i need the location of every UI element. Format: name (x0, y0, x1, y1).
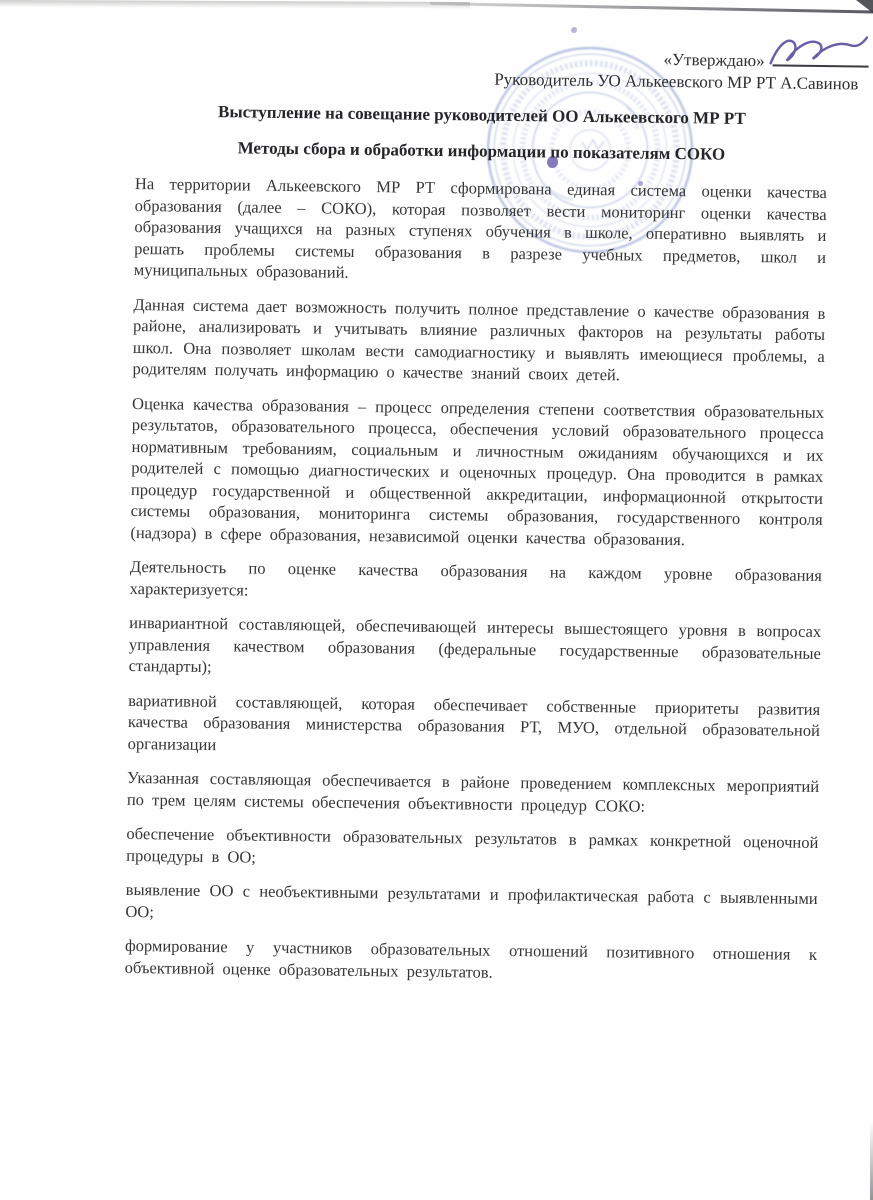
document-title: Выступление на совещание руководителей ОО Алькеевского МР РТ (217, 102, 746, 128)
paragraph: Указанная составляющая обеспечивается в районе проведением комплексных мероприятий по трем целям системы обеспечения объективности процедур СОКО: (126, 767, 820, 816)
document-content (124, 30, 859, 1000)
paragraph: обеспечение объективности образовательных результатов в рамках конкретной оценочной процедуры в ОО; (126, 823, 819, 867)
approver-signature-icon (773, 56, 869, 67)
paragraph: выявление ОО с необъективными результатами и профилактическая работа с выявленными ОО; (125, 879, 818, 921)
paragraph: Деятельность по оценке качества образования на каждом уровне образования характеризуется: (129, 556, 823, 600)
approve-label: «Утверждаю» (663, 49, 765, 71)
scan-edge-smudge (0, 0, 470, 9)
ink-dot (571, 27, 577, 33)
paragraph: Оценка качества образования – процесс определения степени соответствия образовательных результатов, образовательного процесса, обеспечения условий образовательного процесса нормативным требованиям, социальным и личностным ожиданиям обучающихся и их родителей с помощью диагностических и оценочных процедур. Она проводится в рамках процедур государственной и общественной аккредитации, информационной открытости системы образования, мониторинга системы образования, государственного контроля (надзора) в сфере образования, независимой оценки качества образования. (130, 393, 825, 549)
scan-edge-line (430, 2, 873, 13)
paragraph: вариативной составляющей, которая обеспечивает собственные приоритеты развития качества образования министерства образования РТ, МУО, отдельной образовательной организации (127, 690, 821, 754)
scan-corner-shadow (856, 0, 873, 13)
paragraph: Данная система дает возможность получить полное представление о качестве образования в районе, анализировать и учитывать влияние различных факторов на результаты работы школ. Она позволяет школам вести самодиагностику и выявлять имеющиеся проблемы, а родителям получать информацию о качестве знаний своих детей. (132, 294, 826, 385)
paragraph: инвариантной составляющей, обеспечивающей интересы вышестоящего уровня в вопросах управления качеством образования (федеральные государственные образовательные стандарты); (128, 612, 822, 677)
approver-line: Руководитель УО Алькеевского МР РТ А.Савинов (494, 69, 859, 94)
paragraph: На территории Алькеевского МР РТ сформирована единая система оценки качества образования (далее – СОКО), которая позволяет вести мониторинг оценки качества образования учащихся на разных ступенях обучения в школе, оперативно выявлять и решать проблемы системы образования в разрезе учебных предметов, школ и муниципальных образований. (133, 173, 828, 282)
document-subtitle: Методы сбора и обработки информации по показателям СОКО (237, 138, 726, 164)
paragraph: формирование у участников образовательных отношений позитивного отношения к объективной оценке образовательных результатов. (124, 935, 818, 982)
